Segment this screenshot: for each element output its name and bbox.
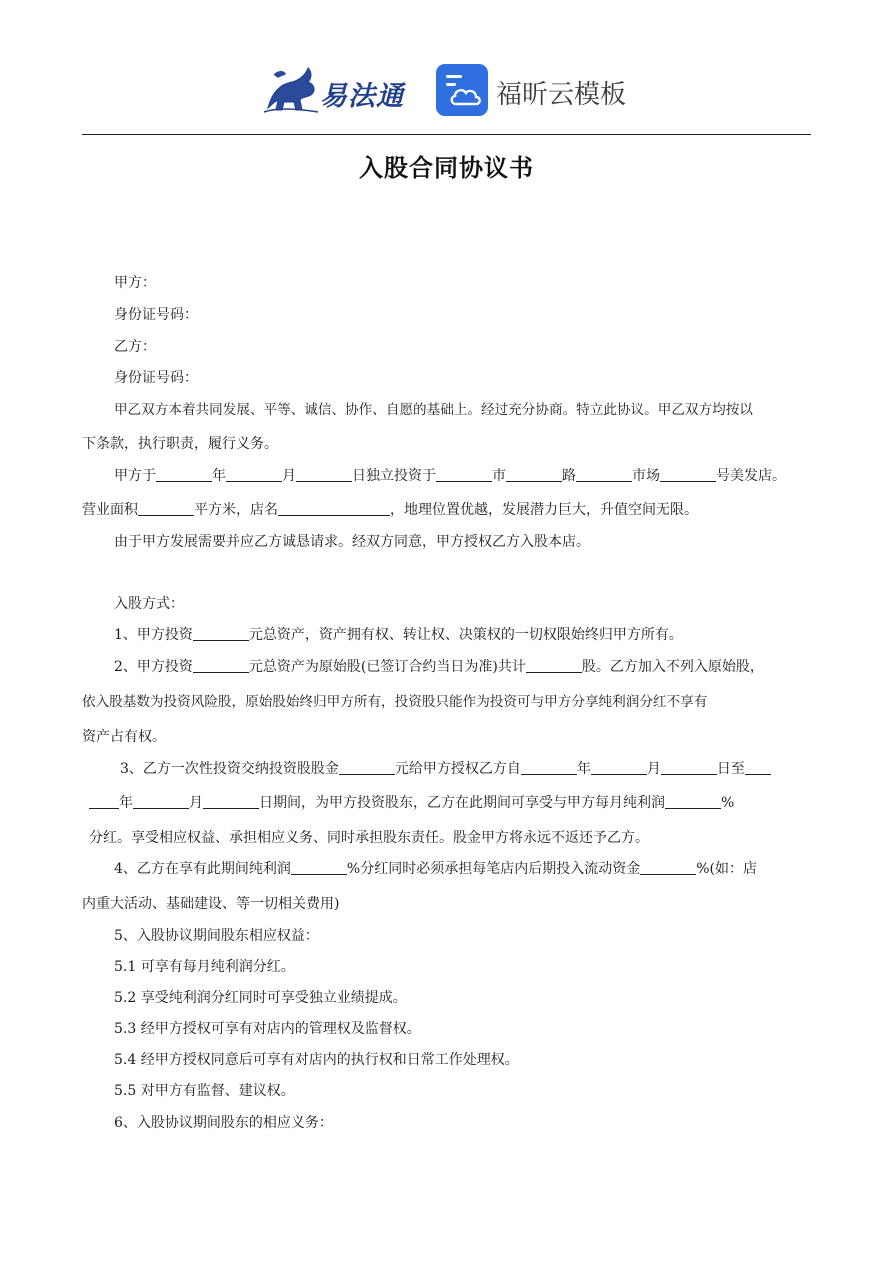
qilin-emblem-icon [262,62,320,116]
party-a-label: 甲方： [114,275,156,291]
blank-field [745,760,771,775]
blank-field [436,467,492,482]
clause-5: 5、入股协议期间股东相应权益： [114,928,319,944]
blank-field [296,467,352,482]
clause-3-cont: 分红。享受相应权益、承担相应义务、同时承担股东责任。股金甲方将永远不返还予乙方。 [89,830,649,846]
blank-field [339,760,395,775]
blank-field [89,794,119,809]
authorization-text: 由于甲方发展需要并应乙方诚恳请求。经双方同意，甲方授权乙方入股本店。 [114,534,590,550]
clause-5-3: 5.3 经甲方授权可享有对店内的管理权及监督权。 [114,1021,421,1037]
blank-field [193,626,249,641]
party-b-id-label: 身份证号码： [114,370,198,386]
blank-field [665,794,721,809]
clause-5-2: 5.2 享受纯利润分红同时可享受独立业绩提成。 [114,990,407,1006]
preamble-text: 甲乙双方本着共同发展、平等、诚信、协作、自愿的基础上。经过充分协商。特立此协议。甲乙双方均按以 [114,402,753,418]
clause-2: 2、甲方投资 元总资产为原始股(已签订合约当日为准)共计 股。乙方加入不列入原始股， [114,659,764,675]
store-area-line: 营业面积 平方米，店名 ，地理位置优越，发展潜力巨大，升值空间无限。 [82,502,698,518]
clause-2-cont: 依入股基数为投资风险股，原始股始终归甲方所有，投资股只能作为投资可与甲方分享纯利润分红不享有 [82,694,708,710]
clause-3-cont: 年 月 日期间，为甲方投资股东，乙方在此期间可享受与甲方每月纯利润 % [89,793,734,813]
document-title: 入股合同协议书 [359,154,534,182]
blank-field [133,794,189,809]
preamble-text: 下条款，执行职责，履行义务。 [82,436,278,452]
document-header [0,58,893,122]
blank-field [576,467,632,482]
blank-field [193,658,249,673]
blank-field [278,501,390,516]
clause-5-5: 5.5 对甲方有监督、建议权。 [114,1083,295,1099]
blank-field [660,467,716,482]
blank-field [506,467,562,482]
blank-field [521,760,577,775]
store-info-line: 甲方于 年 月 日独立投资于 市 路 市场 号美发店。 [114,468,786,484]
clause-5-4: 5.4 经甲方授权同意后可享有对店内的执行权和日常工作处理权。 [114,1052,519,1068]
clause-5-1: 5.1 可享有每月纯利润分红。 [114,959,295,975]
blank-field [226,467,282,482]
blank-field [156,467,212,482]
clause-4: 4、乙方在享有此期间纯利润 %分红同时必须承担每笔店内后期投入流动资金 %(如：店 [114,861,757,877]
blank-field [661,760,717,775]
blank-field [203,794,259,809]
party-a-id-label: 身份证号码： [114,307,198,323]
blank-field [138,501,194,516]
clause-1: 1、甲方投资 元总资产，资产拥有权、转让权、决策权的一切权限始终归甲方所有。 [114,627,683,643]
clause-3: 3、乙方一次性投资交纳投资股股金 元给甲方授权乙方自 年 月 日至 [120,759,771,779]
section-heading: 入股方式： [114,596,184,612]
logo-text: 福昕云模板 [496,80,627,110]
clause-6: 6、入股协议期间股东的相应义务： [114,1115,333,1131]
blank-field [640,860,696,875]
party-b-label: 乙方： [114,339,156,355]
blank-field [591,760,647,775]
clause-2-cont: 资产占有权。 [82,729,166,745]
logo-text: 易法通 [320,81,404,112]
foxit-cloud-icon [436,64,488,116]
clause-4-cont: 内重大活动、基础建设、等一切相关费用) [82,896,340,912]
blank-field [291,860,347,875]
yifatong-logo [262,62,412,116]
blank-field [526,658,582,673]
header-divider [82,134,811,135]
